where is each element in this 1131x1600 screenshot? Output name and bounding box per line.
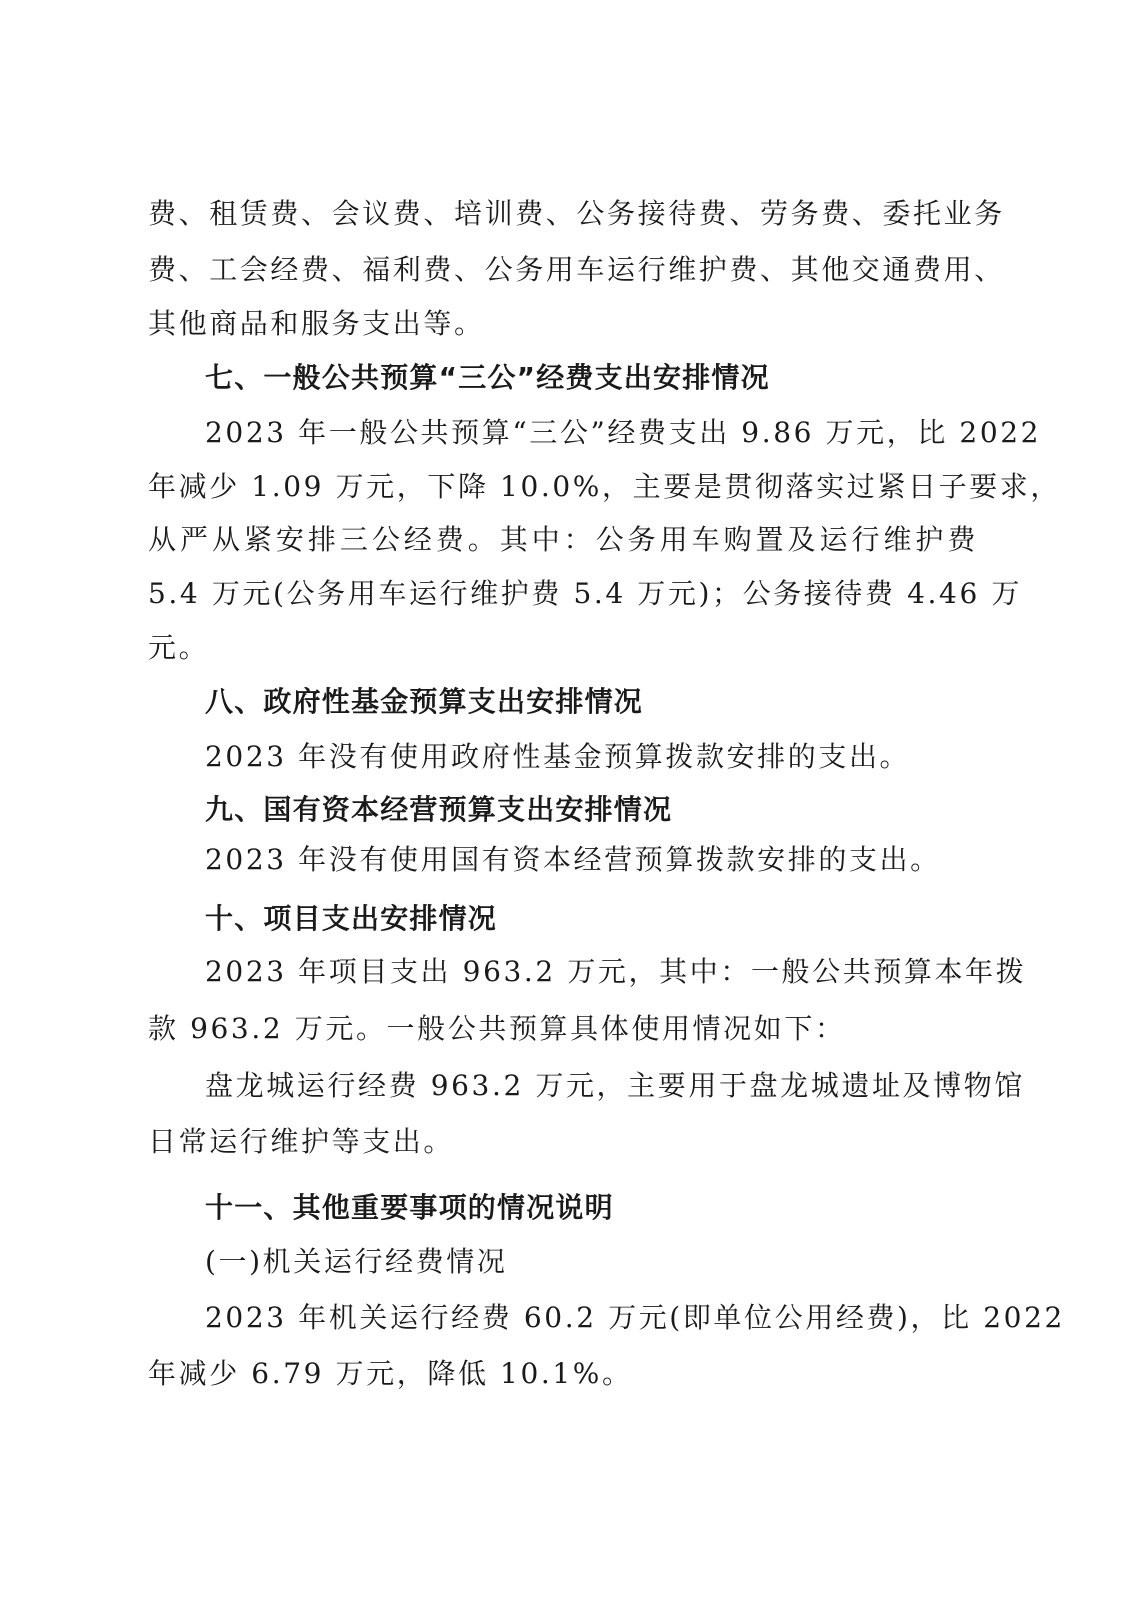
section-10-line-2: 款 963.2 万元。一般公共预算具体使用情况如下： bbox=[148, 1012, 846, 1045]
section-7-line-3: 从严从紧安排三公经费。其中：公务用车购置及运行维护费 bbox=[148, 523, 978, 556]
section-11-heading: 十一、其他重要事项的情况说明 bbox=[205, 1191, 614, 1224]
section-11-line-2: 年减少 6.79 万元，降低 10.1%。 bbox=[148, 1357, 633, 1390]
section-8-heading: 八、政府性基金预算支出安排情况 bbox=[205, 685, 644, 718]
section-10-line-3: 盘龙城运行经费 963.2 万元，主要用于盘龙城遗址及博物馆 bbox=[205, 1069, 1025, 1102]
continuation-line-2: 费、工会经费、福利费、公务用车运行维护费、其他交通费用、 bbox=[148, 253, 1005, 286]
section-7-line-5: 元。 bbox=[148, 631, 210, 664]
section-10-line-1: 2023 年项目支出 963.2 万元，其中：一般公共预算本年拨 bbox=[205, 955, 1027, 988]
section-10-heading: 十、项目支出安排情况 bbox=[205, 902, 498, 935]
section-8-line-1: 2023 年没有使用政府性基金预算拨款安排的支出。 bbox=[205, 740, 911, 773]
continuation-line-1: 费、租赁费、会议费、培训费、公务接待费、劳务费、委托业务 bbox=[148, 197, 1005, 230]
section-10-line-4: 日常运行维护等支出。 bbox=[148, 1125, 455, 1158]
section-11-line-1: 2023 年机关运行经费 60.2 万元(即单位公用经费)，比 2022 bbox=[205, 1301, 1065, 1334]
section-7-heading: 七、一般公共预算“三公”经费支出安排情况 bbox=[205, 361, 770, 394]
section-7-line-1: 2023 年一般公共预算“三公”经费支出 9.86 万元，比 2022 bbox=[205, 416, 1042, 449]
continuation-line-3: 其他商品和服务支出等。 bbox=[148, 307, 485, 340]
section-9-heading: 九、国有资本经营预算支出安排情况 bbox=[205, 793, 673, 826]
section-7-line-2: 年减少 1.09 万元，下降 10.0%，主要是贯彻落实过紧日子要求， bbox=[148, 470, 1061, 503]
section-11-subheading-1: (一)机关运行经费情况 bbox=[205, 1245, 508, 1278]
section-9-line-1: 2023 年没有使用国有资本经营预算拨款安排的支出。 bbox=[205, 843, 941, 876]
section-7-line-4: 5.4 万元(公务用车运行维护费 5.4 万元)；公务接待费 4.46 万 bbox=[148, 577, 1022, 610]
